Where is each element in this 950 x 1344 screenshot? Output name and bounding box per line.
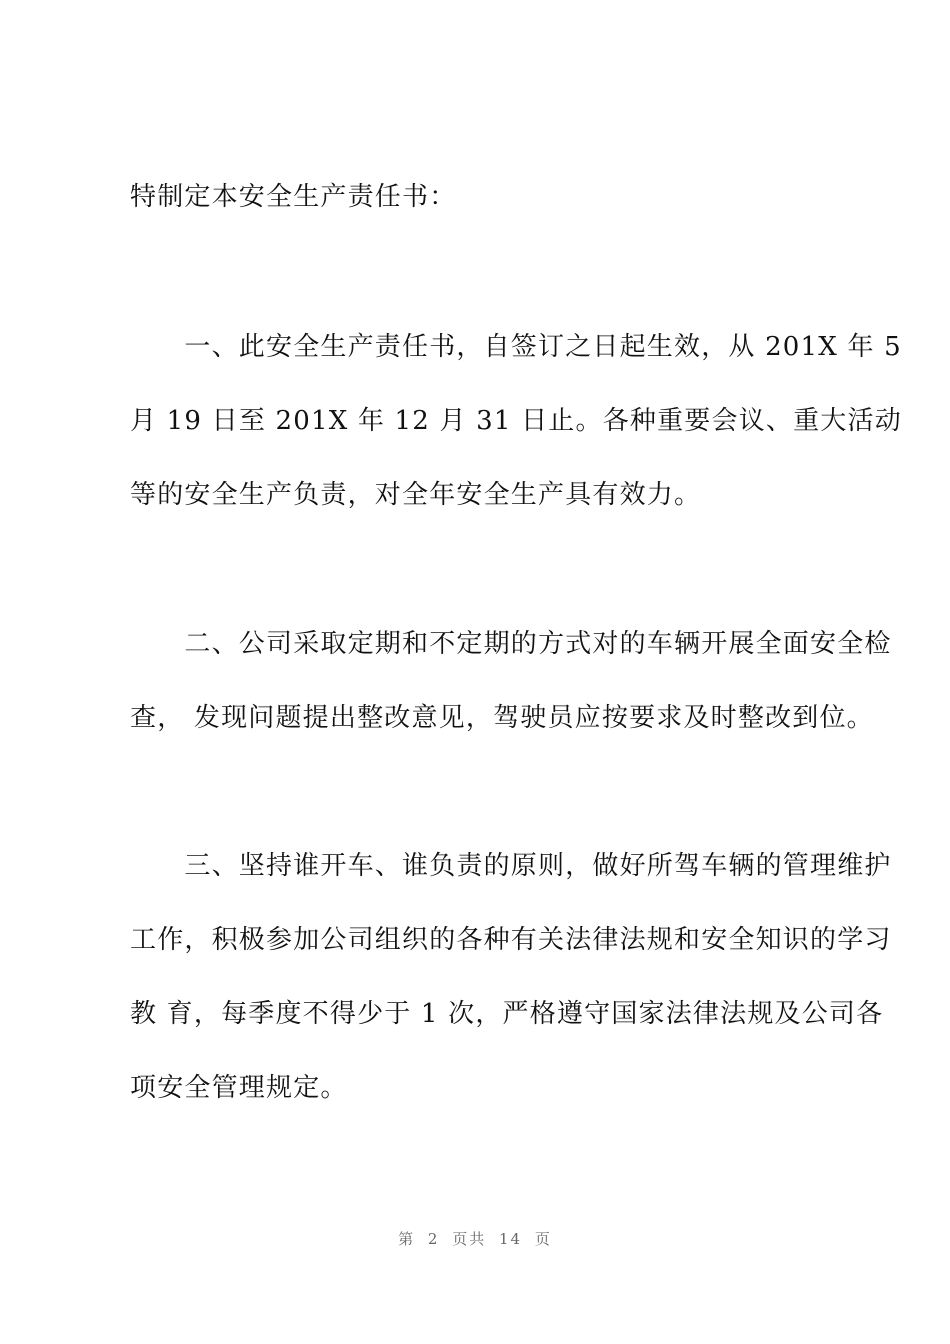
paragraph-1-line-2: 月 19 日至 201X 年 12 月 31 日止。各种重要会议、重大活动: [130, 406, 902, 436]
intro-line: 特制定本安全生产责任书：: [130, 182, 457, 212]
paragraph-1-line-1: 一、此安全生产责任书，自签订之日起生效，从 201X 年 5: [130, 332, 902, 362]
paragraph-3-line-2: 工作，积极参加公司组织的各种有关法律法规和安全知识的学习: [130, 925, 892, 955]
page-footer: 第 2 页共 14 页: [398, 1230, 552, 1248]
paragraph-3-line-3: 教 育，每季度不得少于 1 次，严格遵守国家法律法规及公司各: [130, 999, 884, 1029]
paragraph-2-line-1: 二、公司采取定期和不定期的方式对的车辆开展全面安全检: [130, 629, 892, 659]
paragraph-3-line-1: 三、坚持谁开车、谁负责的原则，做好所驾车辆的管理维护: [130, 851, 892, 881]
paragraph-2-line-2: 查， 发现问题提出整改意见，驾驶员应按要求及时整改到位。: [130, 703, 874, 733]
paragraph-3-line-4: 项安全管理规定。: [130, 1073, 348, 1103]
paragraph-1-line-3: 等的安全生产负责，对全年安全生产具有效力。: [130, 480, 702, 510]
